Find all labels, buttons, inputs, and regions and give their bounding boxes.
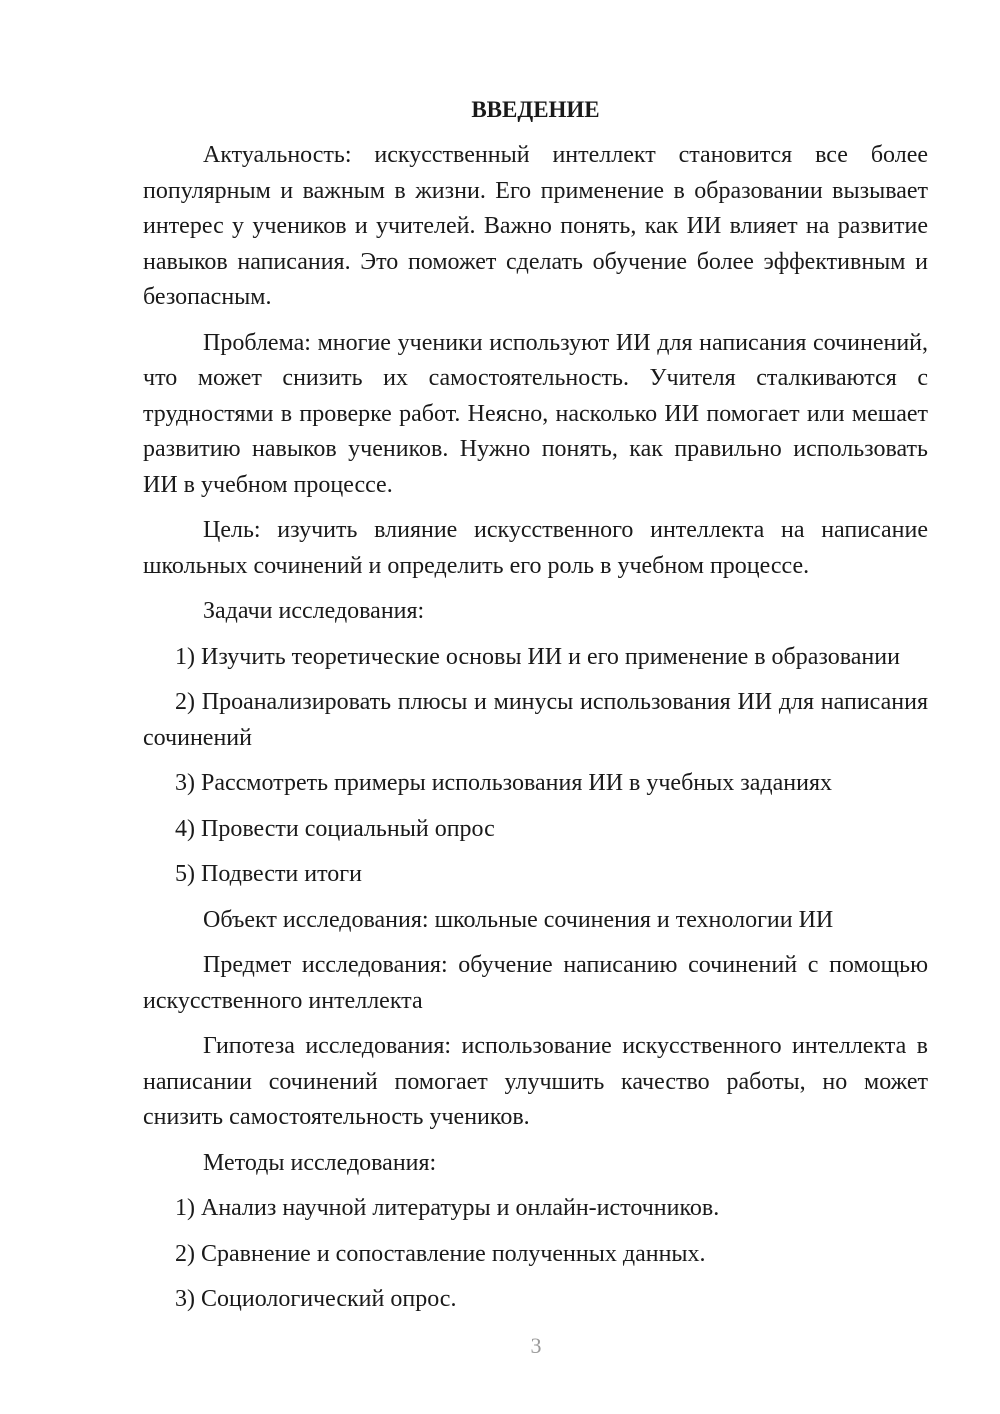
problem-paragraph: Проблема: многие ученики используют ИИ для написания сочинений, что может снизить их самостоятельность. Учителя сталкиваются с трудностями в проверке работ. Неясно, насколько ИИ помогает или мешает развитию навыков учеников. Нужно понять, как правильно использовать ИИ в учебном процессе. — [143, 329, 928, 498]
task-item-5: 5) Подвести итоги — [175, 861, 362, 887]
research-subject: Предмет исследования: обучение написанию сочинений с помощью искусственного интеллекта — [143, 952, 928, 1014]
task-item-3: 3) Рассмотреть примеры использования ИИ в учебных заданиях — [175, 770, 832, 796]
method-item-2: 2) Сравнение и сопоставление полученных данных. — [175, 1240, 706, 1267]
methods-heading: Методы исследования: — [203, 1149, 437, 1176]
research-hypothesis: Гипотеза исследования: использование искусственного интеллекта в написании сочинений помогает улучшить качество работы, но может снизить самостоятельность учеников. — [143, 1033, 928, 1130]
method-item-1: 1) Анализ научной литературы и онлайн-источников. — [175, 1195, 720, 1221]
relevance-paragraph: Актуальность: искусственный интеллект становится все более популярным и важным в жизни. Его применение в образовании вызывает интерес у учеников и учителей. Важно понять, как ИИ влияет на развитие навыков написания. Это поможет сделать обучение более эффективным и безопасным. — [143, 142, 928, 310]
page-number: 3 — [530, 1333, 542, 1358]
tasks-heading: Задачи исследования: — [203, 598, 425, 624]
method-item-3: 3) Социологический опрос. — [175, 1286, 457, 1312]
goal-paragraph: Цель: изучить влияние искусственного интеллекта на написание школьных сочинений и определить его роль в учебном процессе. — [143, 517, 928, 579]
task-item-1: 1) Изучить теоретические основы ИИ и его применение в образовании — [175, 643, 900, 670]
section-title: ВВЕДЕНИЕ — [471, 97, 600, 122]
page-content — [143, 92, 928, 1328]
task-item-4: 4) Провести социальный опрос — [175, 815, 495, 842]
research-object: Объект исследования: школьные сочинения и технологии ИИ — [203, 906, 834, 933]
task-item-2: 2) Проанализировать плюсы и минусы использования ИИ для написания сочинений — [143, 689, 928, 751]
